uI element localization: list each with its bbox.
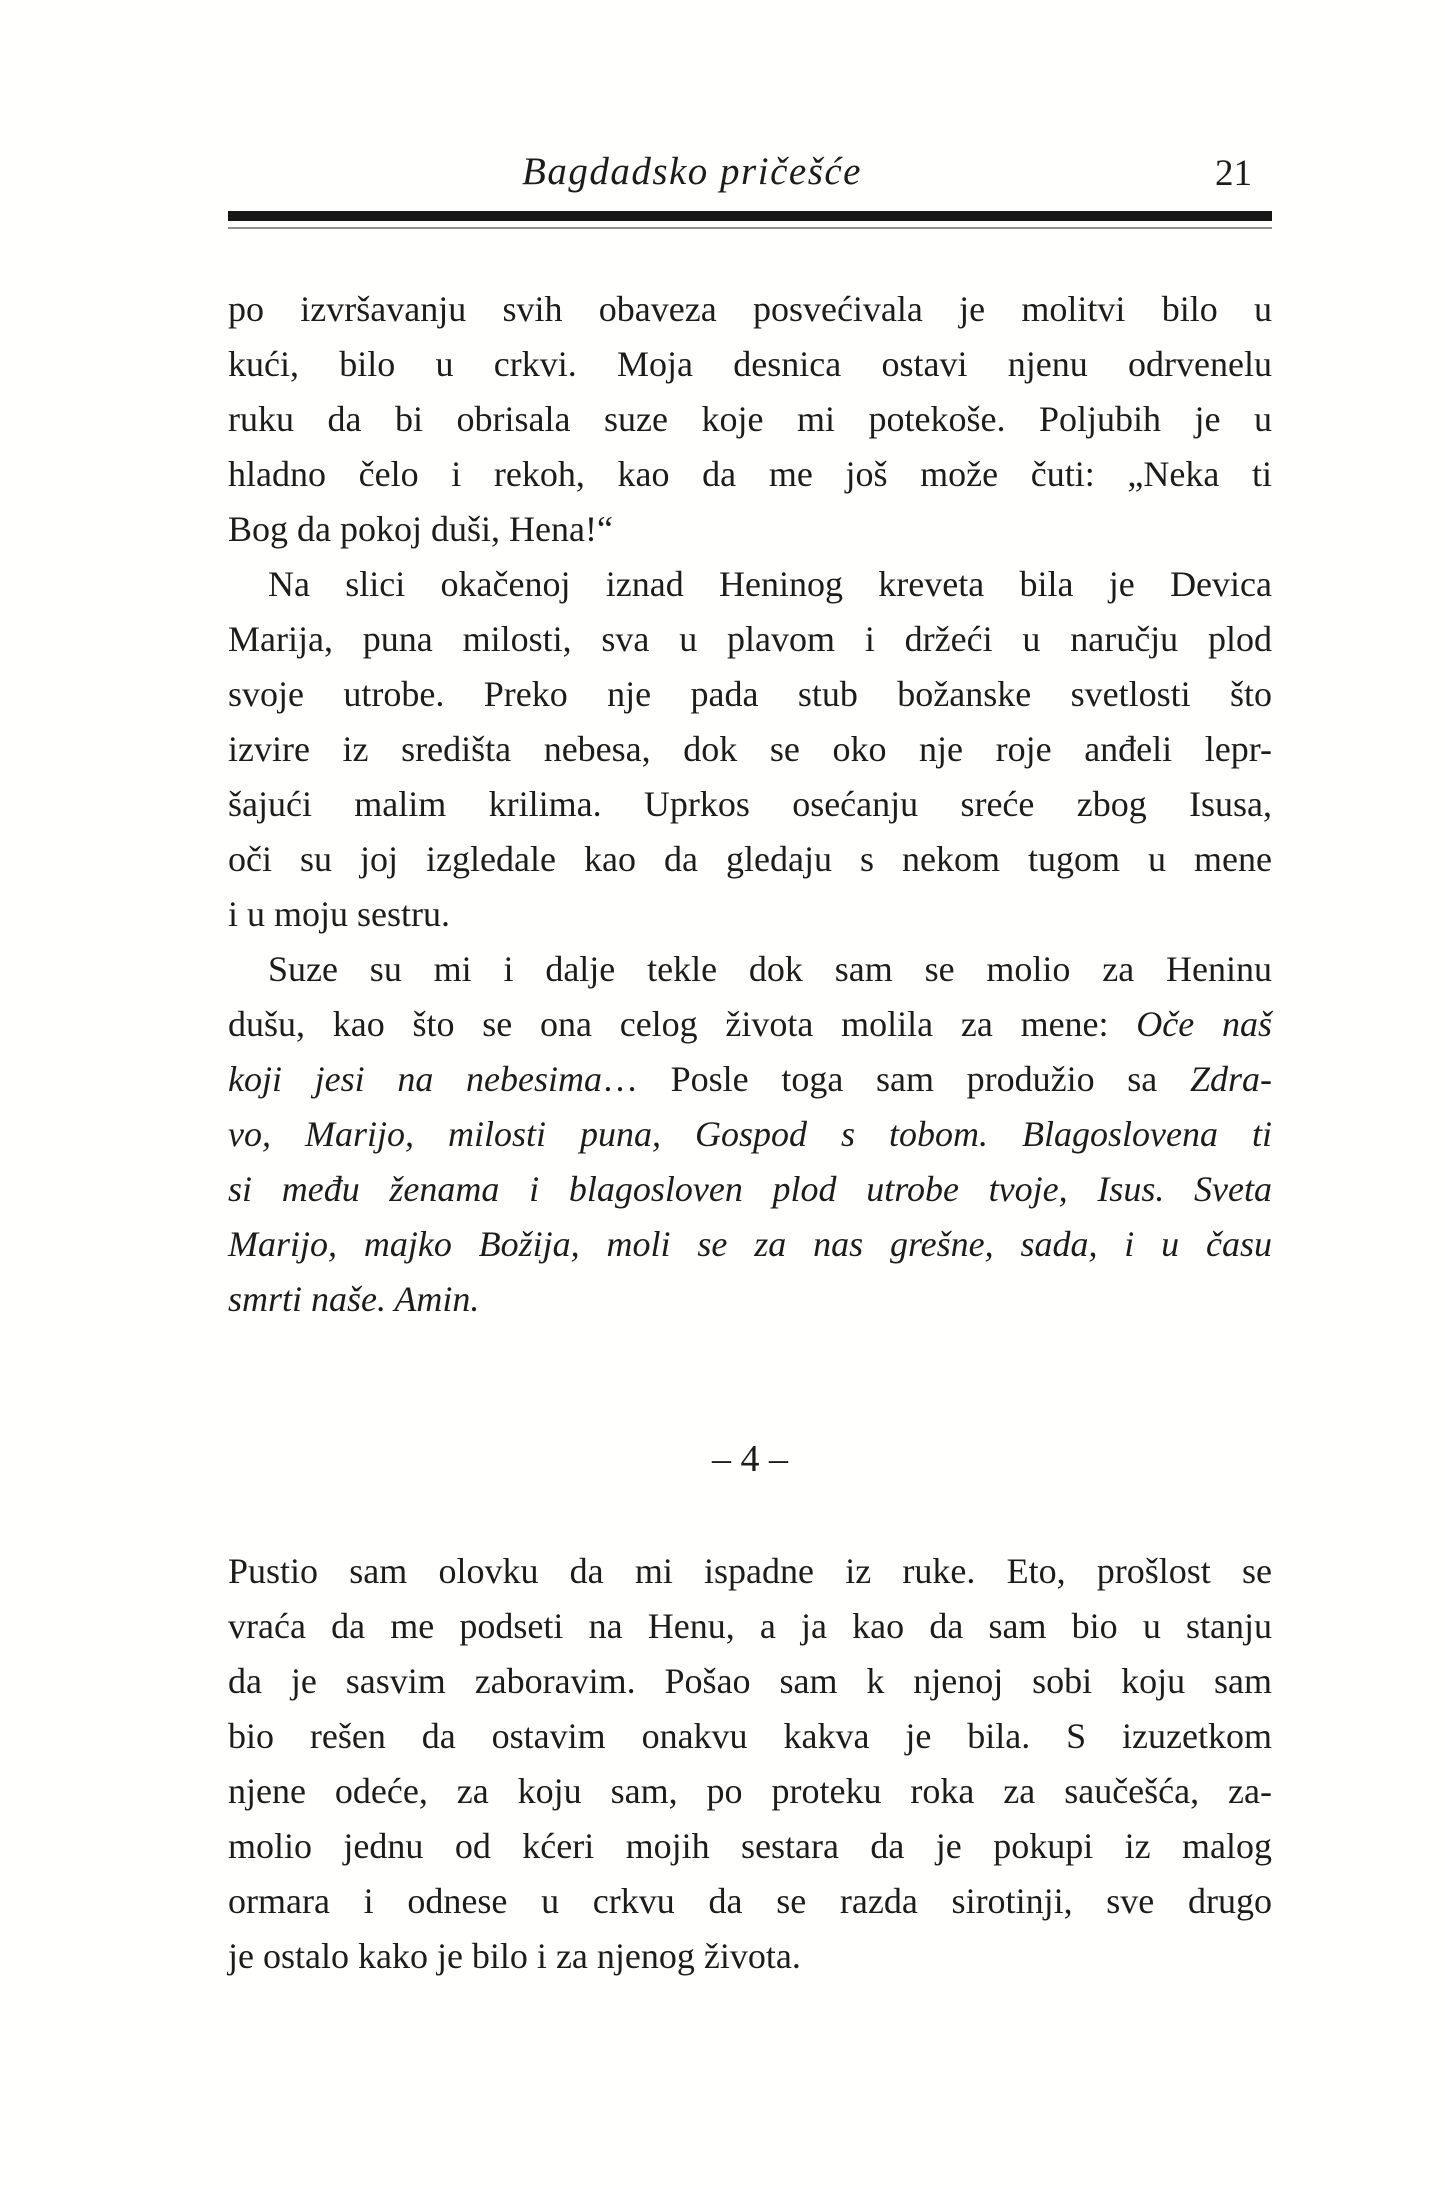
text-line	[228, 1599, 1272, 1654]
text-segment: Na slici okačenoj iznad Heninog kreveta bila je Devica	[268, 564, 1272, 604]
text-segment: dušu, kao što se ona celog života molila za mene:	[228, 1004, 1137, 1044]
text-line	[228, 887, 1272, 942]
text-line	[228, 667, 1272, 722]
italic-text-segment: si među ženama i blagosloven plod utrobe tvoje, Isus. Sveta	[228, 1169, 1272, 1209]
running-header	[228, 148, 1272, 204]
paragraph	[228, 282, 1272, 557]
rule-thick-line	[228, 211, 1272, 221]
paragraph	[228, 557, 1272, 942]
text-line	[228, 1819, 1272, 1874]
text-segment: da je sasvim zaboravim. Pošao sam k njenoj sobi koju sam	[228, 1661, 1272, 1701]
text-segment: po izvršavanju svih obaveza posvećivala je molitvi bilo u	[228, 289, 1272, 329]
text-line	[228, 1764, 1272, 1819]
paragraph	[228, 942, 1272, 1327]
text-segment: Bog da pokoj duši, Hena!“	[228, 509, 613, 549]
rule-thin-line	[228, 227, 1272, 229]
text-line	[228, 612, 1272, 667]
italic-text-segment: Marijo, majko Božija, moli se za nas grešne, sada, i u času	[228, 1224, 1272, 1264]
page-number: 21	[1215, 153, 1252, 194]
italic-text-segment: Zdra-	[1189, 1059, 1272, 1099]
text-segment: Marija, puna milosti, sva u plavom i držeći u naručju plod	[228, 619, 1272, 659]
text-line	[228, 1544, 1272, 1599]
text-segment: Suze su mi i dalje tekle dok sam se molio za Heninu	[268, 949, 1272, 989]
text-segment: hladno čelo i rekoh, kao da me još može čuti: „Neka ti	[228, 454, 1272, 494]
section-number-heading: – 4 –	[712, 1438, 788, 1480]
text-line	[228, 942, 1272, 997]
text-line	[228, 777, 1272, 832]
italic-text-segment: koji jesi na nebesima	[228, 1059, 602, 1099]
text-segment: ormara i odnese u crkvu da se razda sirotinji, sve drugo	[228, 1881, 1272, 1921]
text-segment: kući, bilo u crkvi. Moja desnica ostavi njenu odrvenelu	[228, 344, 1272, 384]
text-line	[228, 447, 1272, 502]
text-segment: molio jednu od kćeri mojih sestara da je pokupi iz malog	[228, 1826, 1272, 1866]
text-segment: ruku da bi obrisala suze koje mi potekoše. Poljubih je u	[228, 399, 1272, 439]
text-line	[228, 337, 1272, 392]
italic-text-segment: vo, Marijo, milosti puna, Gospod s tobom. Blagoslovena ti	[228, 1114, 1272, 1154]
text-line	[228, 1709, 1272, 1764]
text-segment: svoje utrobe. Preko nje pada stub božanske svetlosti što	[228, 674, 1272, 714]
text-line	[228, 1874, 1272, 1929]
text-line	[228, 1217, 1272, 1272]
text-segment: Pustio sam olovku da mi ispadne iz ruke. Eto, prošlost se	[228, 1551, 1272, 1591]
text-segment: šajući malim krilima. Uprkos osećanju sreće zbog Isusa,	[228, 784, 1272, 824]
running-header-title: Bagdadsko pričešće	[522, 150, 862, 193]
text-segment: bio rešen da ostavim onakvu kakva je bila. S izuzetkom	[228, 1716, 1272, 1756]
text-line	[228, 1929, 1272, 1984]
text-line	[228, 1272, 1272, 1327]
text-line	[228, 832, 1272, 887]
italic-text-segment: smrti naše. Amin.	[228, 1279, 480, 1319]
text-segment: i u moju sestru.	[228, 894, 450, 934]
text-segment: … Posle toga sam produžio sa	[601, 1059, 1190, 1099]
text-line	[228, 392, 1272, 447]
text-segment: vraća da me podseti na Henu, a ja kao da sam bio u stanju	[228, 1606, 1272, 1646]
text-line	[228, 1107, 1272, 1162]
text-segment: izvire iz središta nebesa, dok se oko nje roje anđeli lepr-	[228, 729, 1272, 769]
body-text	[228, 282, 1272, 1984]
text-line	[228, 1162, 1272, 1217]
text-segment: oči su joj izgledale kao da gledaju s nekom tugom u mene	[228, 839, 1272, 879]
text-segment: njene odeće, za koju sam, po proteku roka za saučešća, za-	[228, 1771, 1272, 1811]
text-line	[228, 1052, 1272, 1107]
text-line	[228, 557, 1272, 612]
paragraph	[228, 1544, 1272, 1984]
header-double-rule	[228, 211, 1272, 229]
text-line	[228, 1654, 1272, 1709]
text-line	[228, 282, 1272, 337]
text-line	[228, 997, 1272, 1052]
italic-text-segment: Oče naš	[1136, 1004, 1272, 1044]
text-line	[228, 502, 1272, 557]
text-line	[228, 722, 1272, 777]
text-segment: je ostalo kako je bilo i za njenog života.	[228, 1936, 801, 1976]
